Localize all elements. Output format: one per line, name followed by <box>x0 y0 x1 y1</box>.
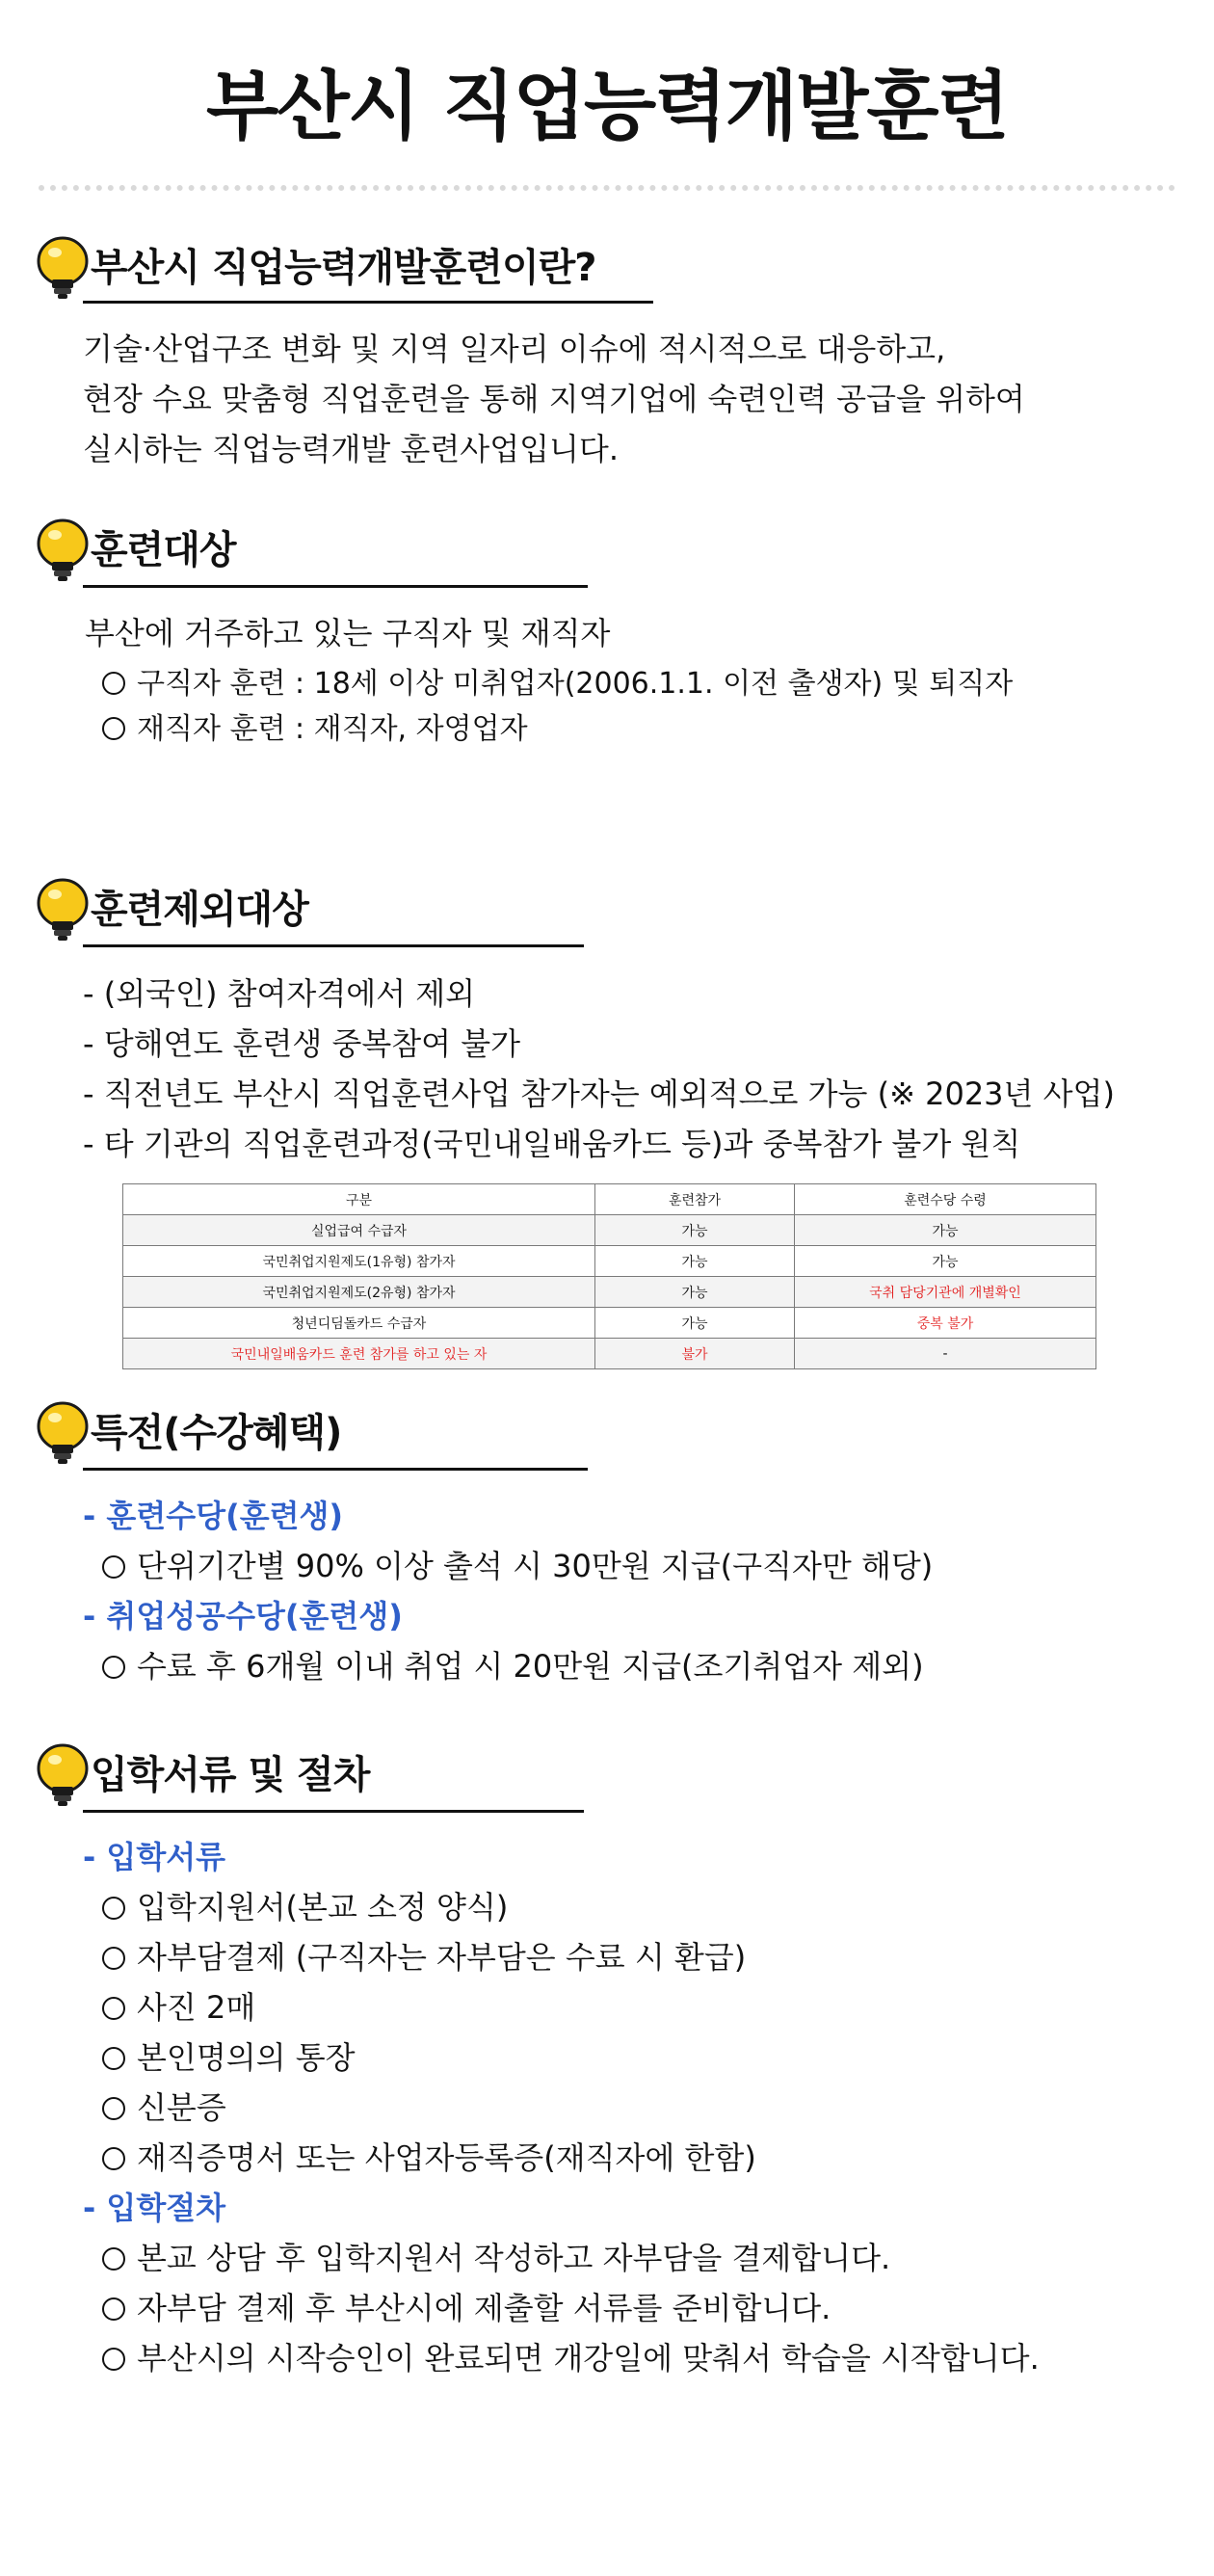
circle-bullet-icon <box>102 2047 125 2070</box>
circle-bullet-icon <box>102 1555 125 1579</box>
section-title: 훈련제외대상 <box>91 888 308 932</box>
admission-subtitle: - 입학서류 <box>83 1839 226 1875</box>
excluded-item: - (외국인) 참여자격에서 제외 <box>83 975 476 1012</box>
table-header-row <box>123 1184 1096 1215</box>
document-item: 입학지원서(본교 소정 양식) <box>102 1883 508 1927</box>
circle-bullet-icon <box>102 1947 125 1970</box>
excluded-section-heading <box>35 877 555 944</box>
document-item: 자부담결제 (구직자는 자부담은 수료 시 환급) <box>102 1933 746 1978</box>
admission-section-heading <box>35 1742 574 1810</box>
step-item: 부산시의 시작승인이 완료되면 개강일에 맞춰서 학습을 시작합니다. <box>102 2334 1040 2378</box>
table-row <box>123 1246 1096 1277</box>
circle-bullet-icon <box>102 2247 125 2271</box>
admission-subtitle: - 입학절차 <box>83 2190 226 2226</box>
paragraph-line: 실시하는 직업능력개발 훈련사업입니다. <box>83 431 620 467</box>
table-cell: 가능 <box>795 1215 1096 1246</box>
table-cell: 가능 <box>595 1308 795 1339</box>
table-cell: 가능 <box>595 1246 795 1277</box>
lightbulb-icon <box>35 1742 91 1810</box>
excluded-item: - 직전년도 부산시 직업훈련사업 참가자는 예외적으로 가능 (※ 2023년 사업) <box>83 1076 1115 1112</box>
table-cell: 국민취업지원제도(1유형) 참가자 <box>123 1246 595 1277</box>
section-title: 훈련대상 <box>91 528 236 572</box>
section-title: 부산시 직업능력개발훈련이란? <box>91 246 596 290</box>
document-item: 신분증 <box>102 2084 226 2128</box>
excluded-item: - 타 기관의 직업훈련과정(국민내일배움카드 등)과 중복참가 불가 원칙 <box>83 1126 1021 1162</box>
table-cell: - <box>795 1339 1096 1369</box>
eligibility-table <box>122 1183 1096 1369</box>
table-cell: 불가 <box>595 1339 795 1369</box>
table-cell: 청년디딤돌카드 수급자 <box>123 1308 595 1339</box>
circle-bullet-icon <box>102 717 125 740</box>
table-cell: 가능 <box>595 1277 795 1308</box>
document-item: 재직증명서 또는 사업자등록증(재직자에 한함) <box>102 2134 756 2178</box>
circle-bullet-icon <box>102 2297 125 2321</box>
table-cell: 실업급여 수급자 <box>123 1215 595 1246</box>
page-title: 부산시 직업능력개발훈련 <box>206 64 1008 150</box>
document-item: 본인명의의 통장 <box>102 2033 356 2078</box>
circle-bullet-icon <box>102 1997 125 2020</box>
heading-underline <box>83 1468 588 1471</box>
table-row <box>123 1308 1096 1339</box>
step-item: 본교 상담 후 입학지원서 작성하고 자부담을 결제합니다. <box>102 2234 890 2278</box>
dotted-divider <box>39 185 1175 191</box>
circle-bullet-icon <box>102 1897 125 1920</box>
intro-paragraph <box>83 324 1025 474</box>
heading-underline <box>83 1810 584 1813</box>
table-cell: 가능 <box>795 1246 1096 1277</box>
table-row <box>123 1215 1096 1246</box>
target-section-heading <box>35 518 555 585</box>
section-title: 특전(수강혜택) <box>91 1411 342 1455</box>
lightbulb-icon <box>35 518 91 585</box>
benefit-subtitle: - 훈련수당(훈련생) <box>83 1498 344 1534</box>
circle-bullet-icon <box>102 672 125 695</box>
lightbulb-icon <box>35 877 91 944</box>
target-lead: 부산에 거주하고 있는 구직자 및 재직자 <box>85 615 611 651</box>
circle-bullet-icon <box>102 1656 125 1679</box>
table-cell: 중복 불가 <box>795 1308 1096 1339</box>
table-header-cell: 구분 <box>123 1184 595 1215</box>
table-cell: 국민내일배움카드 훈련 참가를 하고 있는 자 <box>123 1339 595 1369</box>
benefit-subtitle: - 취업성공수당(훈련생) <box>83 1598 403 1634</box>
heading-underline <box>83 944 584 947</box>
lightbulb-icon <box>35 235 91 303</box>
table-cell: 가능 <box>595 1215 795 1246</box>
benefit-item: 수료 후 6개월 이내 취업 시 20만원 지급(조기취업자 제외) <box>102 1642 924 1686</box>
table-cell: 국취 담당기관에 개별확인 <box>795 1277 1096 1308</box>
target-item: 구직자 훈련 : 18세 이상 미취업자(2006.1.1. 이전 출생자) 및 퇴직자 <box>102 659 1013 702</box>
paragraph-line: 현장 수요 맞춤형 직업훈련을 통해 지역기업에 숙련인력 공급을 위하여 <box>83 381 1025 417</box>
circle-bullet-icon <box>102 2147 125 2170</box>
paragraph-line: 기술·산업구조 변화 및 지역 일자리 이슈에 적시적으로 대응하고, <box>83 331 946 367</box>
circle-bullet-icon <box>102 2348 125 2371</box>
lightbulb-icon <box>35 1400 91 1468</box>
benefits-section-heading <box>35 1400 555 1468</box>
table-row <box>123 1339 1096 1369</box>
section-title: 입학서류 및 절차 <box>91 1753 370 1797</box>
table-cell: 국민취업지원제도(2유형) 참가자 <box>123 1277 595 1308</box>
table-header-cell: 훈련참가 <box>595 1184 795 1215</box>
excluded-item: - 당해연도 훈련생 중복참여 불가 <box>83 1025 521 1062</box>
table-header-cell: 훈련수당 수령 <box>795 1184 1096 1215</box>
target-item: 재직자 훈련 : 재직자, 자영업자 <box>102 704 528 747</box>
heading-underline <box>83 301 653 304</box>
heading-underline <box>83 585 588 588</box>
benefit-item: 단위기간별 90% 이상 출석 시 30만원 지급(구직자만 해당) <box>102 1542 933 1586</box>
step-item: 자부담 결제 후 부산시에 제출할 서류를 준비합니다. <box>102 2284 831 2328</box>
circle-bullet-icon <box>102 2097 125 2120</box>
table-row <box>123 1277 1096 1308</box>
intro-section-heading <box>35 235 632 303</box>
document-item: 사진 2매 <box>102 1983 255 2028</box>
